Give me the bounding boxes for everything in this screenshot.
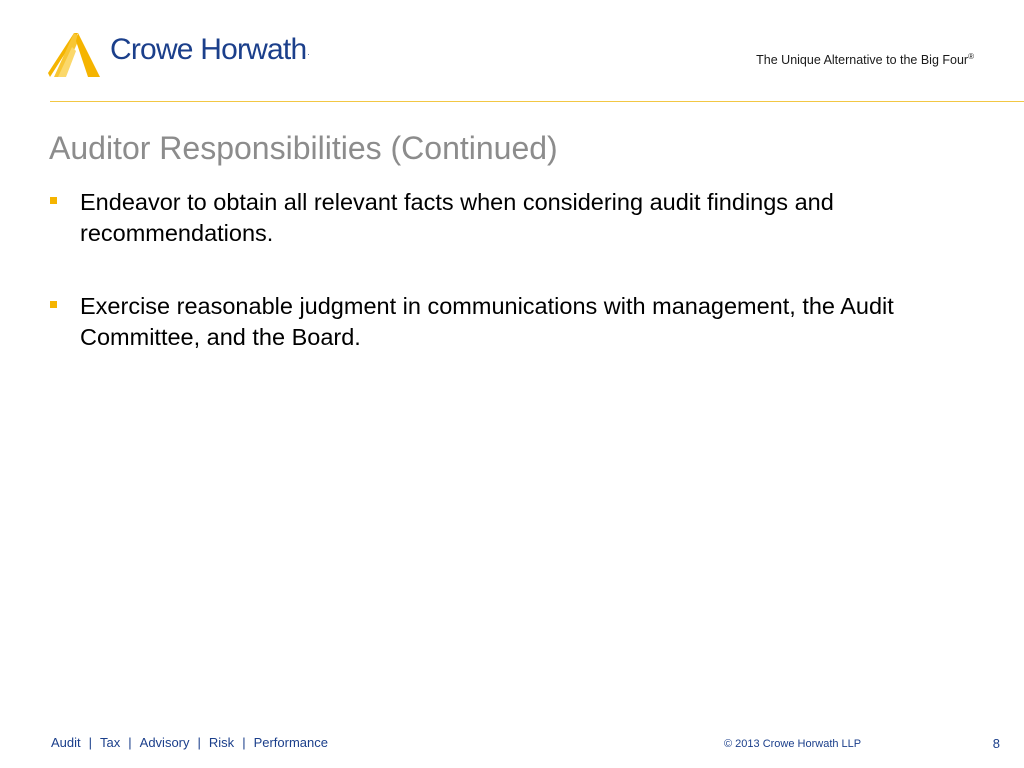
page-number: 8 <box>992 736 1000 751</box>
footer-service-tax: Tax <box>100 735 121 750</box>
tagline-registered-mark: ® <box>968 52 974 61</box>
logo-wordmark <box>110 35 309 65</box>
footer-services <box>51 735 328 750</box>
footer-separator: | <box>197 735 201 750</box>
tagline-text: The Unique Alternative to the Big Four <box>756 53 969 68</box>
square-bullet-icon <box>50 301 57 308</box>
bullet-item <box>48 187 978 249</box>
copyright: © 2013 Crowe Horwath LLP <box>724 738 862 750</box>
bullet-text: Endeavor to obtain all relevant facts when considering audit findings and recommendations. <box>80 189 834 246</box>
square-bullet-icon <box>50 197 57 204</box>
footer-service-risk: Risk <box>208 735 235 750</box>
logo-registered-mark: . <box>307 48 309 57</box>
footer-service-audit: Audit <box>51 735 81 750</box>
bullet-item <box>48 291 978 353</box>
footer-separator: | <box>128 735 132 750</box>
bullet-text: Exercise reasonable judgment in communications with management, the Audit Committee, and the Board. <box>80 293 894 350</box>
footer-separator: | <box>242 735 246 750</box>
logo-wordmark-text: Crowe Horwath <box>110 33 307 66</box>
footer-separator: | <box>88 735 93 750</box>
tagline <box>756 52 974 67</box>
footer-service-advisory: Advisory <box>139 735 190 750</box>
header-divider <box>50 101 1024 102</box>
crowe-horwath-logo-icon <box>48 31 102 79</box>
footer-service-performance: Performance <box>253 735 328 750</box>
slide-title: Auditor Responsibilities (Continued) <box>49 130 558 166</box>
bullet-list <box>48 187 978 395</box>
company-logo <box>48 30 309 80</box>
